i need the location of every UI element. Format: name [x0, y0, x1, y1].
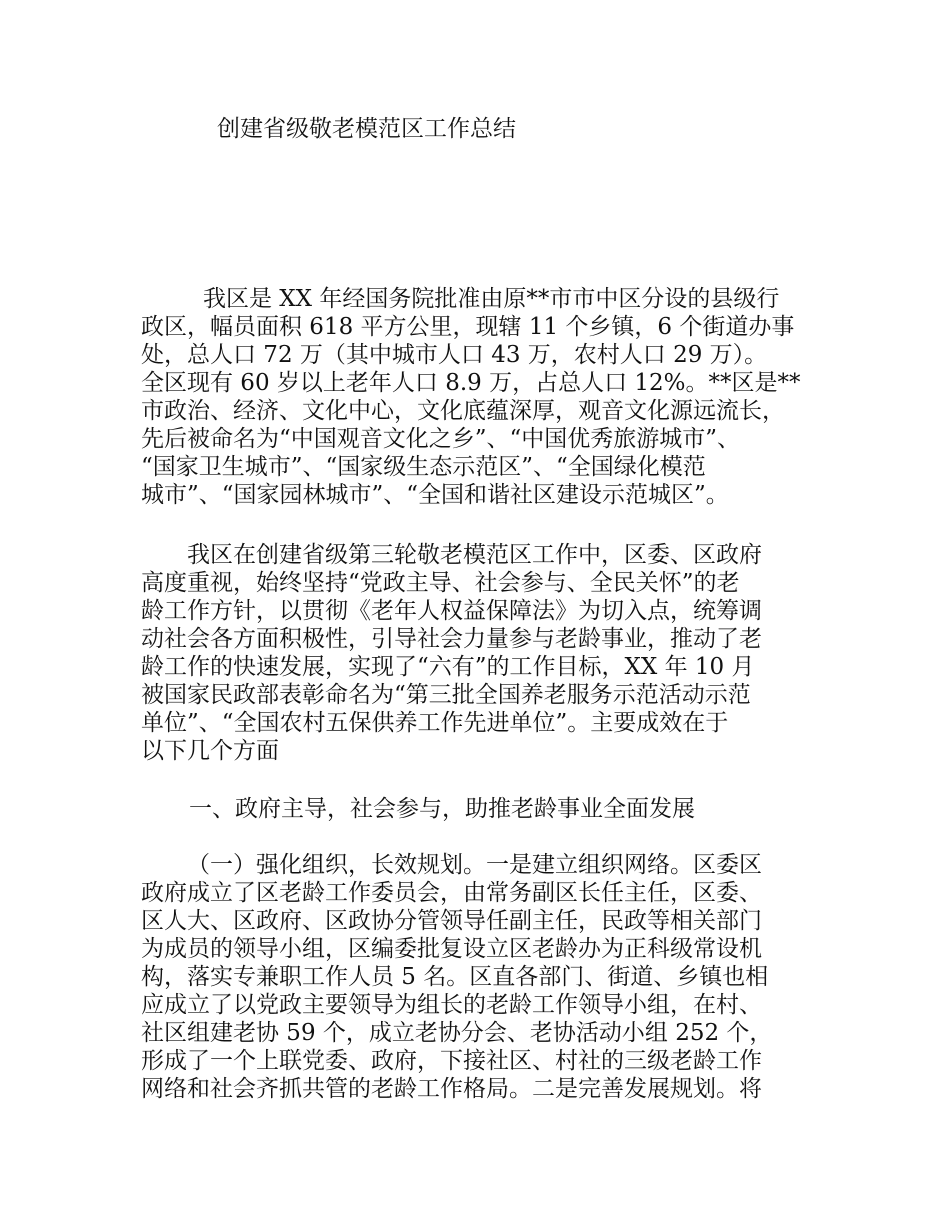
text-line: 我区在创建省级第三轮敬老模范区工作中，区委、区政府: [187, 542, 762, 568]
text-line: “国家卫生城市”、“国家级生态示范区”、“全国绿化模范: [141, 454, 706, 480]
text-line: 网络和社会齐抓共管的老龄工作格局。二是完善发展规划。将: [141, 1076, 762, 1102]
text-line: 我区是 XX 年经国务院批准由原**市市中区分设的县级行: [203, 286, 780, 312]
text-line: （一）强化组织，长效规划。一是建立组织网络。区委区: [187, 852, 762, 878]
text-line: 形成了一个上联党委、政府，下接社区、村社的三级老龄工作: [141, 1048, 762, 1074]
text-line: 被国家民政部表彰命名为“第三批全国养老服务示范活动示范: [141, 682, 751, 708]
text-line: 社区组建老协 59 个，成立老协分会、老协活动小组 252 个，: [141, 1020, 773, 1046]
section-heading: [141, 795, 841, 823]
text-line: 龄工作方针，以贯彻《老年人权益保障法》为切入点，统筹调: [141, 598, 762, 624]
text-line: 政府成立了区老龄工作委员会，由常务副区长任主任，区委、: [141, 880, 762, 906]
text-line: 区人大、区政府、区政协分管领导任副主任，民政等相关部门: [141, 908, 762, 934]
paragraph-intro: [141, 285, 841, 509]
text-line: 处，总人口 72 万（其中城市人口 43 万，农村人口 29 万）。: [141, 342, 768, 368]
text-line: 市政治、经济、文化中心，文化底蕴深厚，观音文化源远流长，: [141, 398, 785, 424]
paragraph-overview: [141, 541, 841, 765]
heading-line: 一、政府主导，社会参与，助推老龄事业全面发展: [189, 796, 695, 822]
paragraph-organization: [141, 851, 841, 1103]
text-line: 构，落实专兼职工作人员 5 名。区直各部门、街道、乡镇也相: [141, 964, 769, 990]
text-line: 为成员的领导小组，区编委批复设立区老龄办为正科级常设机: [141, 936, 762, 962]
document-title: 创建省级敬老模范区工作总结: [217, 116, 516, 142]
text-line: 龄工作的快速发展，实现了“六有”的工作目标，XX 年 10 月: [141, 654, 755, 680]
text-line: 城市”、“国家园林城市”、“全国和谐社区建设示范城区”。: [141, 482, 729, 508]
text-line: 政区，幅员面积 618 平方公里，现辖 11 个乡镇，6 个街道办事: [141, 314, 795, 340]
text-line: 单位”、“全国农村五保供养工作先进单位”。主要成效在于: [141, 710, 729, 736]
text-line: 全区现有 60 岁以上老年人口 8.9 万，占总人口 12%。**区是**: [141, 370, 801, 396]
text-line: 先后被命名为“中国观音文化之乡”、“中国优秀旅游城市”、: [141, 426, 741, 452]
text-line: 应成立了以党政主要领导为组长的老龄工作领导小组，在村、: [141, 992, 762, 1018]
text-line: 高度重视，始终坚持“党政主导、社会参与、全民关怀”的老: [141, 570, 740, 596]
text-line: 动社会各方面积极性，引导社会力量参与老龄事业，推动了老: [141, 626, 762, 652]
text-line: 以下几个方面: [141, 738, 279, 764]
